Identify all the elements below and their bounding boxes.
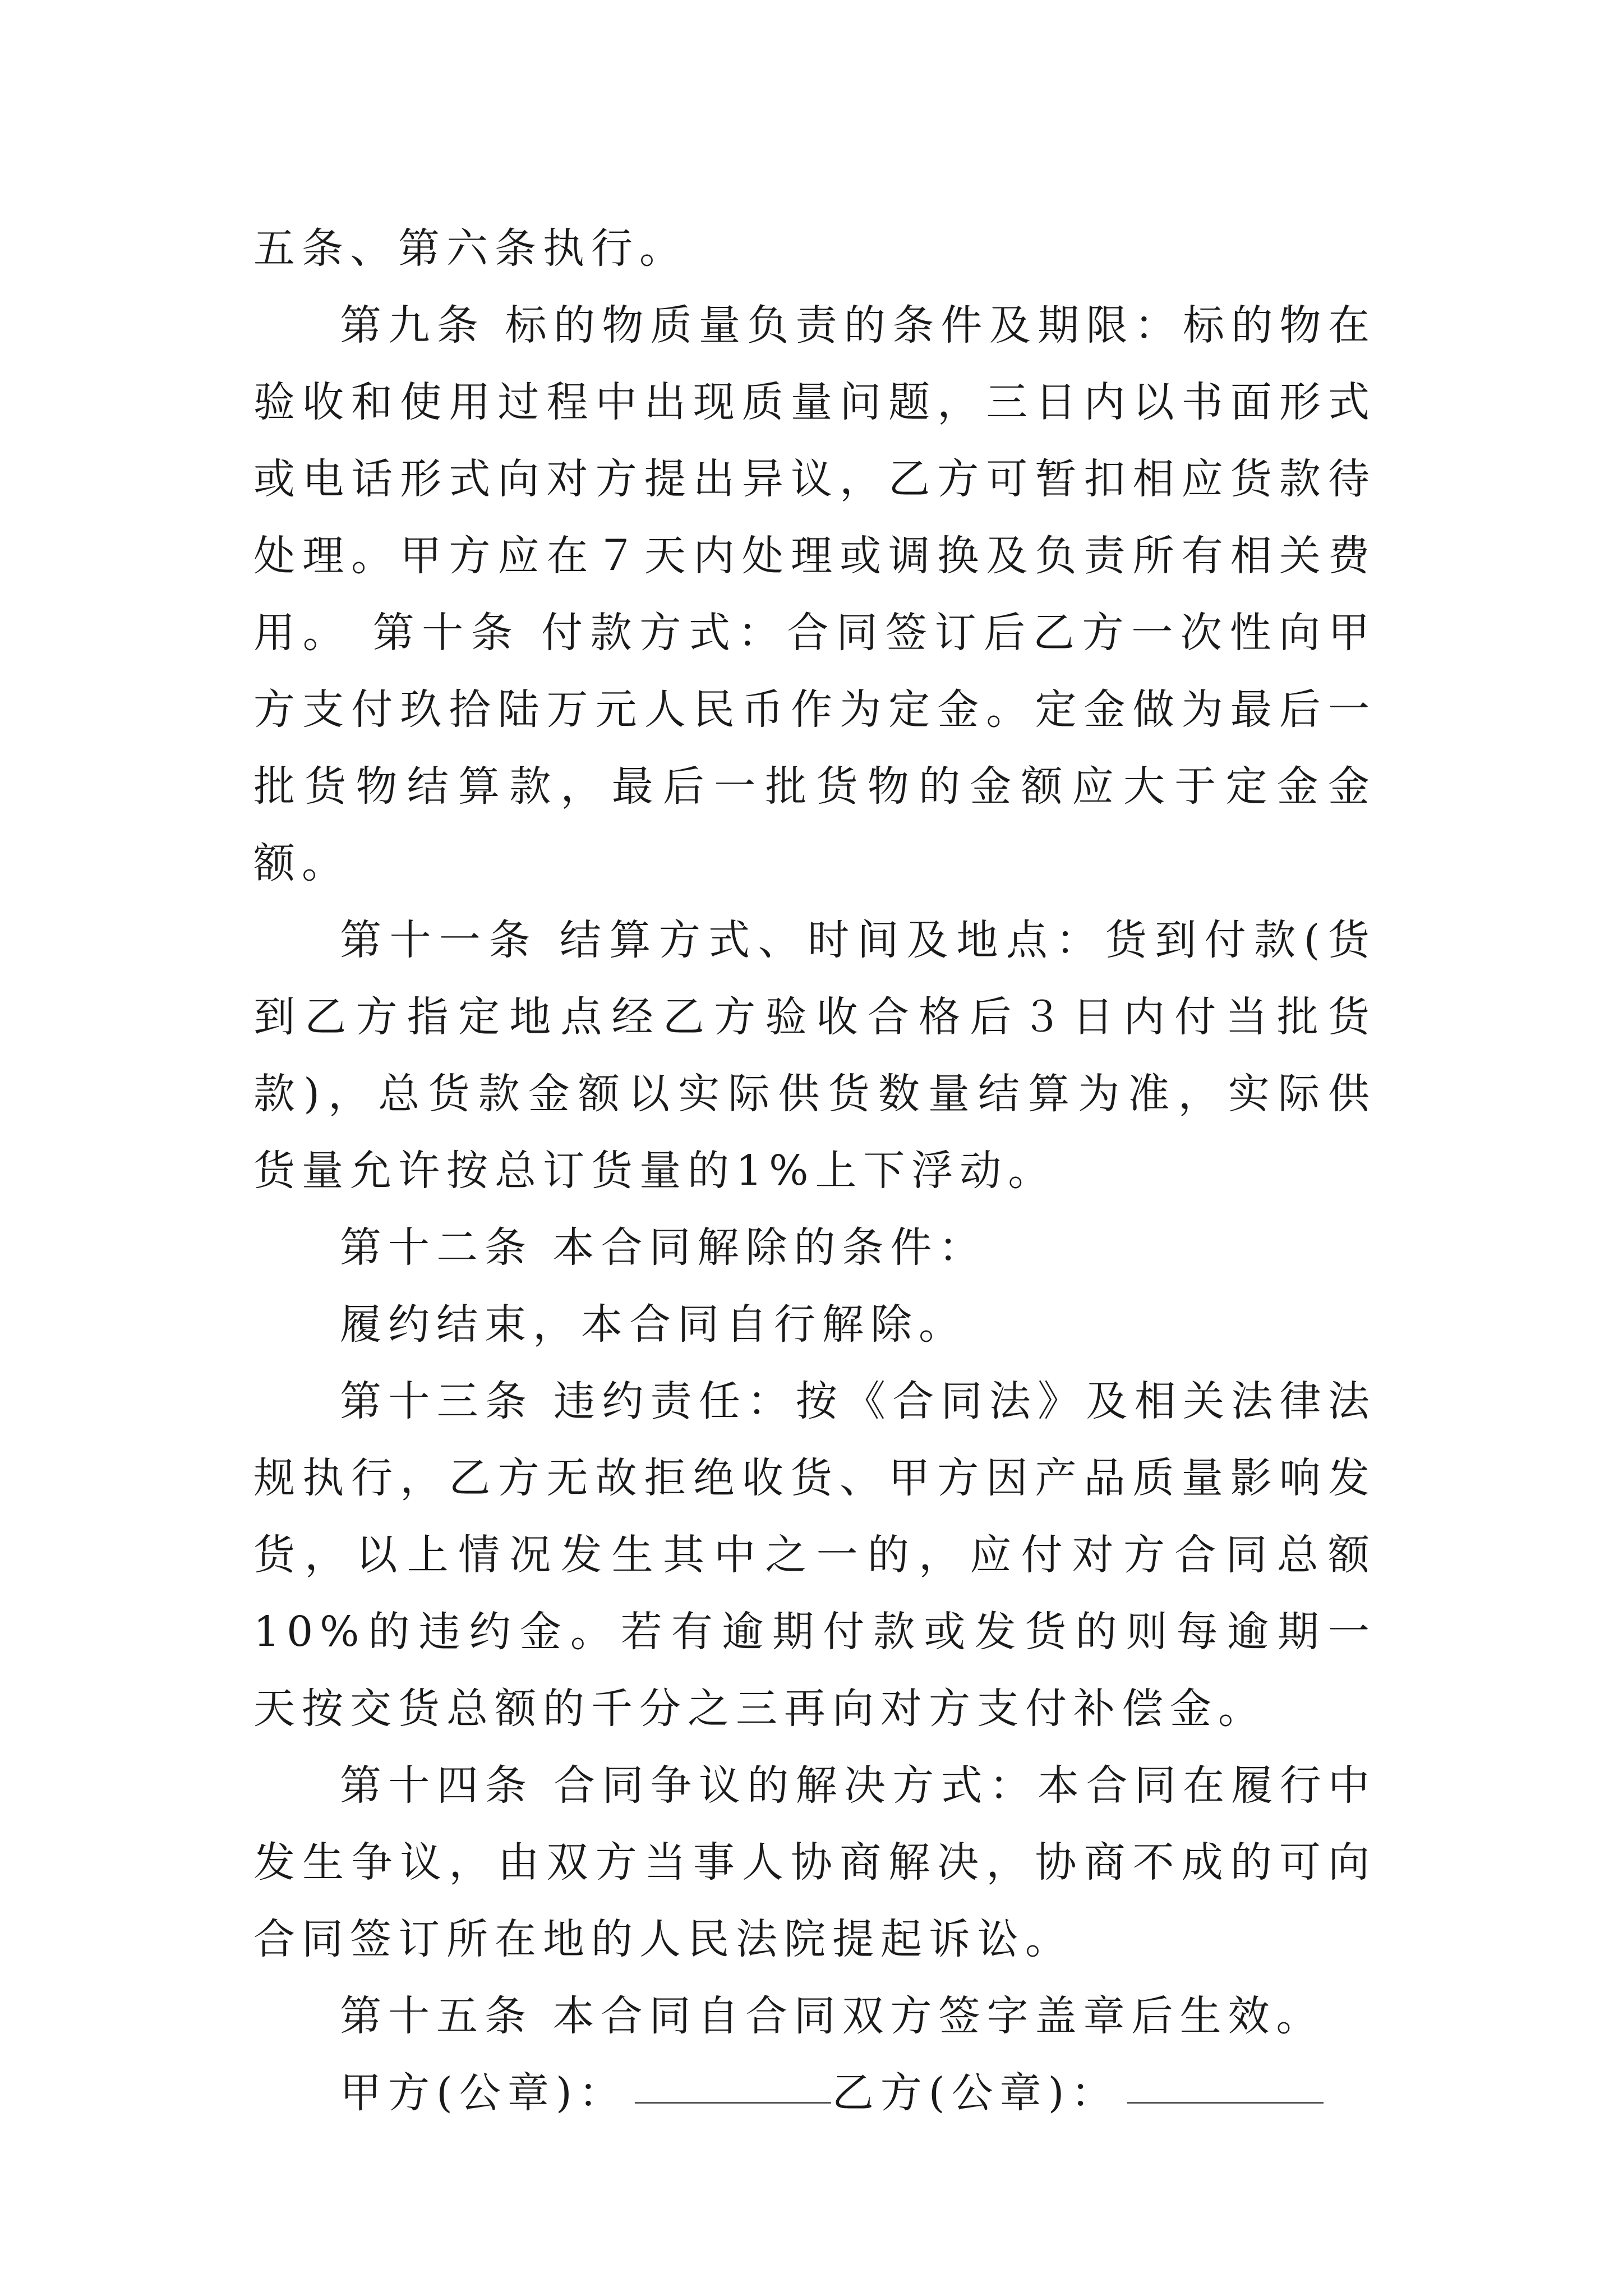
article-9-and-10: 第九条 标的物质量负责的条件及期限：标的物在验收和使用过程中出现质量问题，三日内以书面形式或电话形式向对方提出异议，乙方可暂扣相应货款待处理。甲方应在７天内处理或调换及负责所有相关费用。 第十条 付款方式：合同签订后乙方一次性向甲方支付玖拾陆万元人民币作为定金。定金做为最后一批货物结算款，最后一批货物的金额应大于定金金额。	[253, 301, 1376, 887]
party-a-signature-blank	[635, 2102, 831, 2104]
article-12-detail: 履约结束，本合同自行解除。	[340, 1300, 967, 1349]
contract-body	[253, 210, 1376, 2132]
article-13: 第十三条 违约责任：按《合同法》及相关法律法规执行，乙方无故拒绝收货、甲方因产品质量影响发货，以上情况发生其中之一的，应付对方合同总额10%的违约金。若有逾期付款或发货的则每逾期一天按交货总额的千分之三再向对方支付补偿金。	[253, 1377, 1376, 1733]
paragraph-continuation: 五条、第六条执行。	[253, 224, 688, 273]
party-a-label: 甲方(公章)：	[340, 2069, 627, 2117]
party-b-label: 乙方(公章)：	[832, 2069, 1119, 2117]
article-11: 第十一条 结算方式、时间及地点：货到付款(货到乙方指定地点经乙方验收合格后３日内付当批货款)，总货款金额以实际供货数量结算为准，实际供货量允许按总订货量的1%上下浮动。	[253, 916, 1376, 1195]
article-14: 第十四条 合同争议的解决方式：本合同在履行中发生争议，由双方当事人协商解决，协商不成的可向合同签订所在地的人民法院提起诉讼。	[253, 1761, 1376, 1963]
signature-row	[253, 2055, 1376, 2132]
article-15: 第十五条 本合同自合同双方签字盖章后生效。	[340, 1992, 1325, 2040]
article-12: 第十二条 本合同解除的条件：	[340, 1223, 987, 1272]
party-b-signature-blank	[1127, 2102, 1324, 2104]
